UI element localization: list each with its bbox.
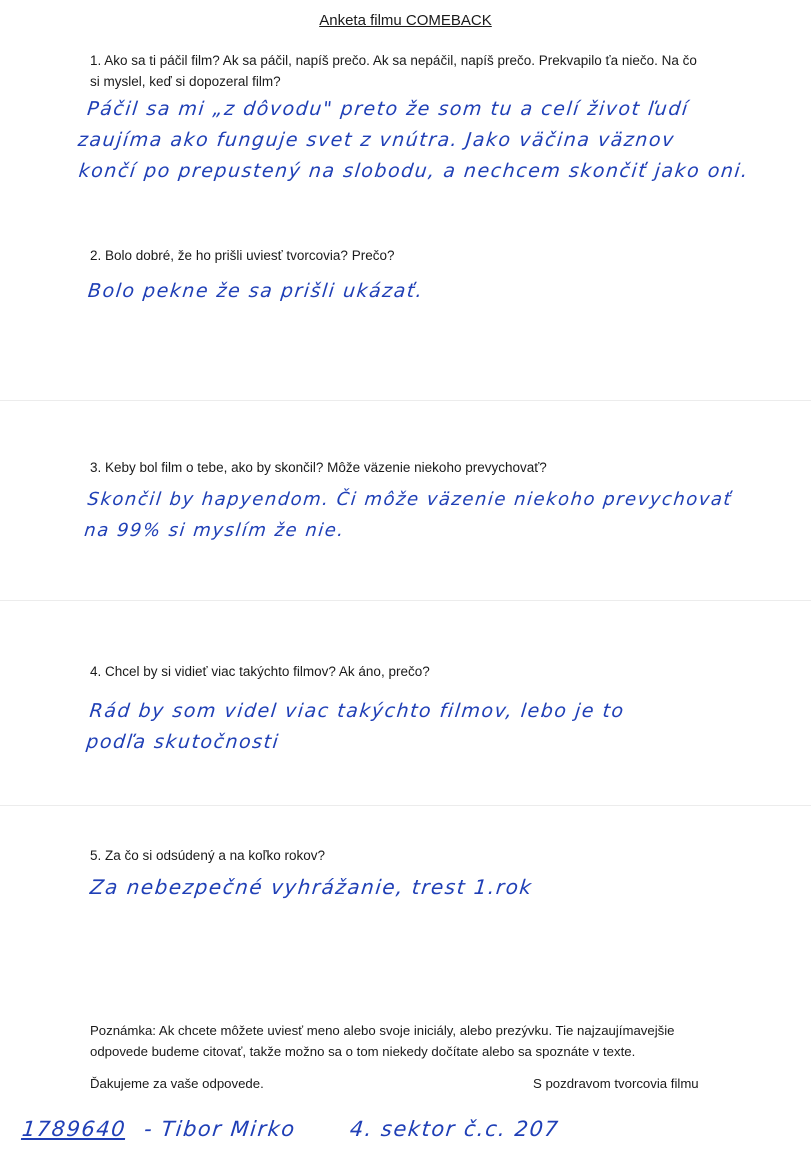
- question-3: [90, 457, 750, 478]
- answer-1-line: zaujíma ako funguje svet z vnútra. Jako väčina väznov: [76, 129, 676, 151]
- regards-text: S pozdravom tvorcovia filmu: [533, 1076, 699, 1091]
- question-4-line: 4. Chcel by si vidieť viac takýchto filmov? Ak áno, prečo?: [90, 664, 430, 679]
- respondent-name: - Tibor Mirko: [143, 1117, 298, 1141]
- respondent-number: 1789640: [20, 1117, 128, 1141]
- answer-4-line: Rád by som videl viac takýchto filmov, lebo je to: [88, 700, 626, 722]
- paper-fold-line: [0, 805, 811, 806]
- footer-note-line: Poznámka: Ak chcete môžete uviesť meno alebo svoje iniciály, alebo prezývku. Tie najzaujímavejšie: [90, 1023, 675, 1038]
- question-2-line: 2. Bolo dobré, že ho prišli uviesť tvorcovia? Prečo?: [90, 248, 395, 263]
- answer-4-line: podľa skutočnosti: [85, 731, 281, 753]
- answer-3: [83, 484, 734, 546]
- footer-note-line: odpovede budeme citovať, takže možno sa o tom niekedy dočítate alebo sa spoznáte v texte.: [90, 1044, 636, 1059]
- thanks-text: Ďakujeme za vaše odpovede.: [90, 1076, 264, 1091]
- question-5: [90, 845, 750, 866]
- question-1-line: 1. Ako sa ti páčil film? Ak sa páčil, napíš prečo. Ak sa nepáčil, napíš prečo. Prekvapilo ťa niečo. Na čo: [90, 53, 697, 68]
- answer-1-line: končí po prepustený na slobodu, a nechcem skončiť jako oni.: [77, 160, 750, 182]
- answer-5-line: Za nebezpečné vyhrážanie, trest 1.rok: [88, 875, 534, 899]
- paper-fold-line: [0, 600, 811, 601]
- question-4: [90, 661, 750, 682]
- footer-note: [90, 1020, 750, 1062]
- answer-1: [76, 94, 757, 187]
- question-3-line: 3. Keby bol film o tebe, ako by skončil? Môže väzenie niekoho prevychovať?: [90, 460, 547, 475]
- answer-2-line: Bolo pekne že sa prišli ukázať.: [86, 280, 425, 302]
- question-5-line: 5. Za čo si odsúdený a na koľko rokov?: [90, 848, 326, 863]
- answer-2: [86, 276, 425, 307]
- respondent-signature: [20, 1114, 560, 1145]
- question-1-line: si myslel, keď si dopozeral film?: [90, 74, 281, 89]
- paper-fold-line: [0, 400, 811, 401]
- question-2: [90, 245, 750, 266]
- answer-4: [85, 696, 627, 758]
- respondent-location: 4. sektor č.c. 207: [348, 1117, 561, 1141]
- survey-title: Anketa filmu COMEBACK: [319, 12, 492, 29]
- answer-3-line: na 99% si myslím že nie.: [83, 520, 346, 541]
- answer-5: [88, 872, 534, 903]
- answer-3-line: Skončil by hapyendom. Či môže väzenie niekoho prevychovať: [86, 489, 734, 510]
- question-1: [90, 50, 750, 92]
- answer-1-line: Páčil sa mi „z dôvodu" preto že som tu a celí život ľudí: [86, 98, 690, 120]
